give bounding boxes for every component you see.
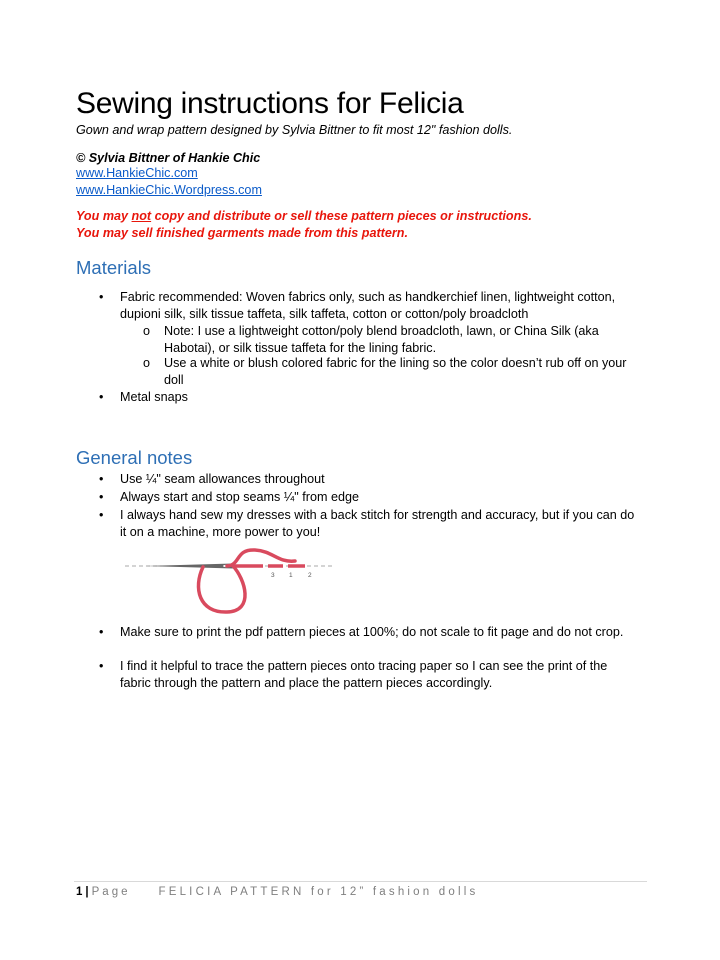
copyright-warning-line-2: You may sell finished garments made from this pattern.: [76, 226, 408, 240]
needle: [145, 564, 233, 569]
bullet: •: [99, 472, 104, 486]
materials-heading: Materials: [76, 257, 152, 278]
sub-bullet: o: [143, 324, 151, 338]
bullet: •: [99, 490, 104, 504]
general-notes-heading: General notes: [76, 447, 193, 468]
bullet: •: [99, 508, 104, 522]
stitch-label-1: 1: [289, 572, 293, 579]
note-seam-allowance: Use ¼" seam allowances throughout: [120, 472, 325, 486]
website-link[interactable]: www.HankieChic.com: [76, 166, 198, 180]
page-word: Page: [91, 886, 131, 898]
note-tracing-paper: I find it helpful to trace the pattern pieces onto tracing paper so I can see the print of the fabric through the pattern and place the pattern pieces accordingly.: [120, 659, 608, 690]
subtitle: Gown and wrap pattern designed by Sylvia Bittner to fit most 12" fashion dolls.: [76, 123, 513, 137]
note-print-scale: Make sure to print the pdf pattern pieces at 100%; do not scale to fit page and do not crop.: [120, 625, 624, 639]
note-hand-sew: I always hand sew my dresses with a back stitch for strength and accuracy, but if you can do it on a machine, more power to you!: [120, 508, 635, 539]
thread-top: [227, 550, 295, 566]
footer-separator: |: [85, 886, 89, 898]
copyright-warning-line-1: You may not copy and distribute or sell these pattern pieces or instructions.: [76, 209, 532, 223]
copyright-line: © Sylvia Bittner of Hankie Chic: [76, 151, 261, 165]
page-footer: [76, 886, 478, 898]
materials-item-fabric: Fabric recommended: Woven fabrics only, such as handkerchief linen, lightweight cotton, dupioni silk, silk tissue taffeta, silk taffeta, cotton or cotton/poly broadcloth: [120, 290, 616, 321]
sub-bullet: o: [143, 356, 151, 370]
footer-divider: [74, 881, 647, 882]
bullet: •: [99, 290, 104, 304]
bullet: •: [99, 625, 104, 639]
materials-item-snaps: Metal snaps: [120, 390, 188, 404]
materials-subitem-note: Note: I use a lightweight cotton/poly blend broadcloth, lawn, or China Silk (aka Habotai), or silk tissue taffeta for the lining fabric.: [164, 324, 599, 355]
back-stitch-illustration: [123, 543, 338, 618]
note-start-stop: Always start and stop seams ¼" from edge: [120, 490, 359, 504]
thread-loop: [198, 566, 245, 612]
page-title: Sewing instructions for Felicia: [76, 87, 464, 120]
stitch-label-2: 2: [308, 572, 312, 579]
footer-title: FELICIA PATTERN for 12” fashion dolls: [158, 886, 479, 898]
materials-subitem-lining: Use a white or blush colored fabric for the lining so the color doesn’t rub off on your doll: [164, 356, 627, 387]
blog-link[interactable]: www.HankieChic.Wordpress.com: [76, 183, 262, 197]
bullet: •: [99, 659, 104, 673]
bullet: •: [99, 390, 104, 404]
page-number: 1: [76, 886, 83, 898]
stitch-label-3: 3: [271, 572, 275, 579]
